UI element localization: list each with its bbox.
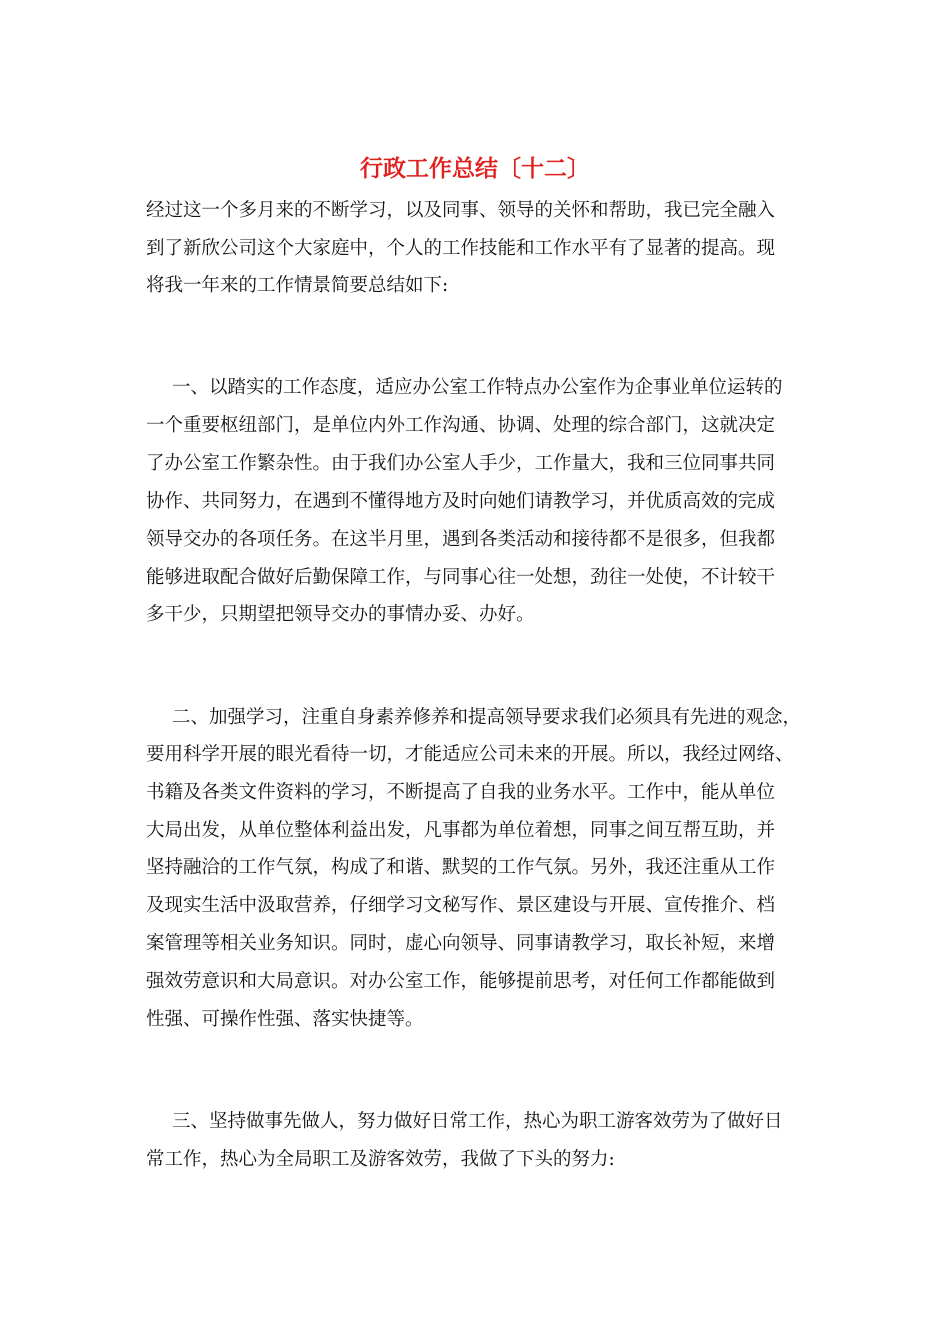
paragraph-2-line-7: 多干少，只期望把领导交办的事情办妥、办好。 (146, 604, 535, 625)
paragraph-3-line-9: 性强、可操作性强、落实快捷等。 (146, 1009, 424, 1030)
paragraph-3-line-6: 及现实生活中汲取营养，仔细学习文秘写作、景区建设与开展、宣传推介、档 (146, 895, 776, 916)
paragraph-3-line-7: 案管理等相关业务知识。同时，虚心向领导、同事请教学习，取长补短，来增 (146, 933, 776, 954)
paragraph-1-line-2: 到了新欣公司这个大家庭中，个人的工作技能和工作水平有了显著的提高。现 (146, 238, 776, 259)
paragraph-2-line-4: 协作、共同努力，在遇到不懂得地方及时向她们请教学习，并优质高效的完成 (146, 491, 776, 512)
paragraph-3-line-8: 强效劳意识和大局意识。对办公室工作，能够提前思考，对任何工作都能做到 (146, 971, 776, 992)
paragraph-4-line-1: 三、坚持做事先做人，努力做好日常工作，热心为职工游客效劳为了做好日 (172, 1111, 783, 1132)
paragraph-2-line-6: 能够进取配合做好后勤保障工作，与同事心往一处想，劲往一处使，不计较干 (146, 567, 776, 588)
paragraph-3-line-1: 二、加强学习，注重自身素养修养和提高领导要求我们必须具有先进的观念， (172, 707, 802, 728)
paragraph-2-line-1: 一、以踏实的工作态度，适应办公室工作特点办公室作为企事业单位运转的 (172, 377, 783, 398)
paragraph-3-line-3: 书籍及各类文件资料的学习，不断提高了自我的业务水平。工作中，能从单位 (146, 782, 776, 803)
paragraph-3-line-2: 要用科学开展的眼光看待一切，才能适应公司未来的开展。所以，我经过网络、 (146, 744, 794, 765)
paragraph-3-line-4: 大局出发，从单位整体利益出发，凡事都为单位着想，同事之间互帮互助，并 (146, 820, 776, 841)
paragraph-2-line-5: 领导交办的各项任务。在这半月里，遇到各类活动和接待都不是很多，但我都 (146, 529, 776, 550)
paragraph-1-line-3: 将我一年来的工作情景简要总结如下: (146, 275, 449, 296)
paragraph-3-line-5: 坚持融洽的工作气氛，构成了和谐、默契的工作气氛。另外，我还注重从工作 (146, 857, 776, 878)
paragraph-4-line-2: 常工作，热心为全局职工及游客效劳，我做了下头的努力: (146, 1149, 615, 1170)
paragraph-2-line-2: 一个重要枢纽部门，是单位内外工作沟通、协调、处理的综合部门，这就决定 (146, 415, 776, 436)
paragraph-1-line-1: 经过这一个多月来的不断学习，以及同事、领导的关怀和帮助，我已完全融入 (146, 200, 776, 221)
paragraph-2-line-3: 了办公室工作繁杂性。由于我们办公室人手少，工作量大，我和三位同事共同 (146, 453, 776, 474)
document-title: 行政工作总结〔十二〕 (360, 155, 590, 182)
